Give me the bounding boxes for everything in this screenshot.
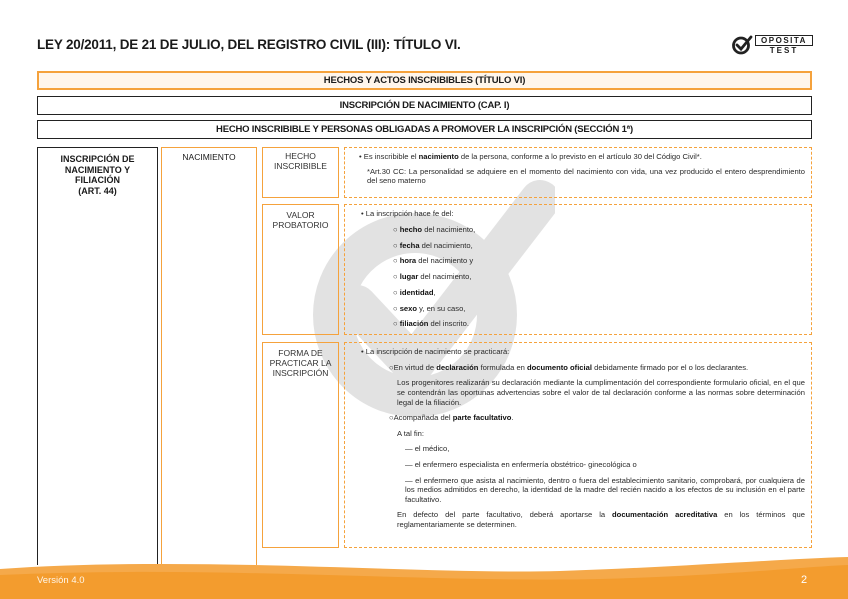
list-item: ○ sexo y, en su caso,: [393, 303, 466, 313]
label-line: INSCRIPCIÓN: [272, 368, 329, 378]
text-run: formulada en: [478, 362, 527, 372]
list-item: ○ hecho del nacimiento,: [393, 224, 476, 234]
text-bold: fecha: [399, 240, 420, 250]
left-label-line: (ART. 44): [78, 185, 117, 196]
label-line: VALOR: [286, 210, 315, 220]
section-bar-capitulo: INSCRIPCIÓN DE NACIMIENTO (CAP. I): [37, 96, 812, 115]
forma-practicar-content: [344, 342, 812, 548]
text-bold: parte facultativo: [452, 413, 512, 423]
text-run: .: [511, 413, 514, 423]
defecto-paragraph: [367, 510, 805, 529]
text-run: del nacimiento,: [422, 224, 476, 234]
oposita-test-logo: [731, 34, 813, 56]
text-run: ○Acompañada del: [389, 413, 453, 423]
text-run: de la persona, conforme a lo previsto en el artículo 30 del Código Civil*.: [458, 152, 702, 161]
valor-probatorio-content: [344, 204, 812, 335]
text-run: y, en su caso,: [417, 303, 466, 313]
left-label-line: FILIACIÓN: [75, 175, 120, 185]
list-item: ○ lugar del nacimiento,: [393, 272, 472, 282]
text-run: • Es inscribible el: [359, 152, 419, 161]
version-label: Versión 4.0: [37, 575, 85, 586]
hecho-inscribible-content: [344, 147, 812, 198]
dash-item: — el médico,: [405, 444, 450, 454]
left-label-line: INSCRIPCIÓN DE: [60, 154, 135, 164]
text-bold: documento oficial: [527, 362, 592, 372]
text-bold: nacimiento: [418, 152, 459, 161]
list-item: ○ fecha del nacimiento,: [393, 240, 473, 250]
valor-list: [367, 225, 805, 329]
page-number: 2: [801, 574, 808, 586]
dash-item: — el enfermero que asista al nacimiento, dentro o fuera del establecimiento sanitario, comprobará, por cualquiera de los medios admitidos en derecho, la identidad de la madre del recién nacido a los efectos de su inclusión en el parte facultativo.: [405, 475, 805, 504]
text-run: ○En virtud de: [389, 362, 437, 372]
text-bold: lugar: [399, 272, 419, 282]
section-bar-titulo: HECHOS Y ACTOS INSCRIBIBLES (TÍTULO VI): [37, 71, 812, 90]
valor-probatorio-label: [262, 204, 339, 335]
forma-item-parte: [367, 413, 805, 423]
valor-intro: • La inscripción hace fe del:: [361, 209, 454, 218]
text-run: ,: [433, 287, 436, 297]
logo-text-top: OPOSITA: [755, 35, 813, 45]
art30-note: *Art.30 CC: La personalidad se adquiere en el momento del nacimiento con vida, una vez producido el entero desprendimiento del seno materno: [367, 166, 805, 186]
page-title: LEY 20/2011, DE 21 DE JULIO, DEL REGISTRO CIVIL (III): TÍTULO VI.: [37, 37, 461, 52]
hecho-inscribible-label: [262, 147, 339, 198]
list-item: ○ filiación del inscrito.: [393, 319, 469, 329]
dash-item: — el enfermero especialista en enfermería obstétrico- ginecológica o: [405, 459, 637, 469]
label-line: HECHO: [285, 151, 316, 161]
list-item: ○ identidad,: [393, 287, 436, 297]
forma-item-declaracion: [367, 363, 805, 373]
text-bold: documentación acreditativa: [612, 510, 718, 520]
text-bold: hora: [399, 256, 417, 266]
text-run: En defecto del parte facultativo, deberá aportarse la: [397, 510, 613, 520]
label-line: INSCRIBIBLE: [274, 161, 327, 171]
progenitores-paragraph: Los progenitores realizarán su declaración mediante la cumplimentación del correspondiente formulario oficial, en el que se contendrán las oportunas advertencias sobre el valor de tal declaración conforme a las normas sobre determinación legal de la filiación.: [397, 378, 805, 407]
text-run: en los términos que reglamentariamente se determinen.: [397, 510, 805, 529]
logo-text-bottom: TEST: [755, 45, 813, 55]
forma-practicar-label: [262, 342, 339, 548]
text-run: del inscrito.: [428, 319, 469, 329]
left-category-box: [37, 147, 158, 565]
label-line: FORMA DE: [278, 348, 323, 358]
left-label-line: NACIMIENTO Y: [64, 164, 131, 175]
text-bold: declaración: [436, 362, 479, 372]
a-tal-fin: A tal fin:: [397, 428, 425, 438]
text-run: debidamente firmado por el o los declarantes.: [591, 362, 749, 372]
text-bold: filiación: [399, 319, 429, 329]
nacimiento-column: [161, 147, 257, 565]
forma-intro: • La inscripción de nacimiento se practicará:: [361, 347, 510, 356]
label-line: PROBATORIO: [272, 220, 329, 230]
footer-wave: [0, 557, 848, 599]
text-bold: sexo: [399, 303, 418, 313]
section-bar-seccion: HECHO INSCRIBIBLE Y PERSONAS OBLIGADAS A PROMOVER LA INSCRIPCIÓN (SECCIÓN 1ª): [37, 120, 812, 139]
list-item: ○ hora del nacimiento y: [393, 256, 474, 266]
text-run: del nacimiento y: [416, 256, 474, 266]
label-line: PRACTICAR LA: [269, 358, 332, 368]
text-run: del nacimiento,: [418, 272, 472, 282]
text-bold: hecho: [399, 224, 423, 234]
text-bold: identidad: [399, 287, 434, 297]
hecho-paragraph: [359, 152, 805, 162]
check-circle-icon: [731, 34, 753, 56]
text-run: del nacimiento,: [419, 240, 473, 250]
nacimiento-label: NACIMIENTO: [182, 152, 236, 162]
